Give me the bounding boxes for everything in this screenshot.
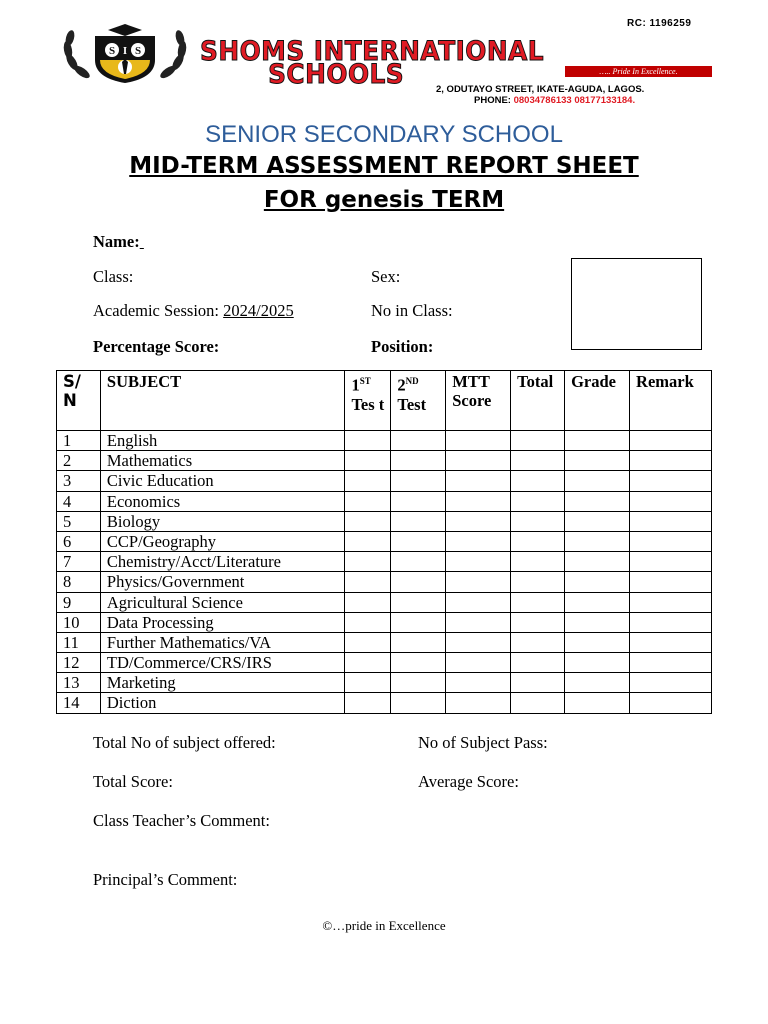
- cell-total: [511, 592, 565, 612]
- cell-sn: 10: [57, 612, 101, 632]
- cell-mtt-score: [446, 612, 511, 632]
- cell-second-test: [391, 693, 446, 713]
- header-first-test: 1ST Tes t: [345, 371, 391, 431]
- cell-remark: [630, 451, 712, 471]
- cell-mtt-score: [446, 673, 511, 693]
- cell-mtt-score: [446, 511, 511, 531]
- header-second-test: 2ND Test: [391, 371, 446, 431]
- cell-total: [511, 693, 565, 713]
- table-row: [57, 592, 712, 612]
- cell-grade: [565, 552, 630, 572]
- cell-sn: 11: [57, 632, 101, 652]
- cell-second-test: [391, 592, 446, 612]
- logo-letter-3: S: [134, 45, 142, 57]
- cell-total: [511, 531, 565, 551]
- cell-sn: 12: [57, 653, 101, 673]
- cell-grade: [565, 592, 630, 612]
- cell-sn: 3: [57, 471, 101, 491]
- cell-subject: TD/Commerce/CRS/IRS: [100, 653, 345, 673]
- session-value: 2024/2025: [223, 301, 294, 320]
- cell-sn: 5: [57, 511, 101, 531]
- table-row: [57, 552, 712, 572]
- cell-remark: [630, 673, 712, 693]
- cell-sn: 14: [57, 693, 101, 713]
- cell-grade: [565, 653, 630, 673]
- table-row: [57, 572, 712, 592]
- table-row: [57, 431, 712, 451]
- cell-mtt-score: [446, 471, 511, 491]
- school-logo: [60, 22, 190, 84]
- cell-total: [511, 552, 565, 572]
- cell-mtt-score: [446, 653, 511, 673]
- cell-second-test: [391, 632, 446, 652]
- term-title: FOR genesis TERM: [263, 187, 505, 213]
- cell-first-test: [345, 451, 391, 471]
- table-row: [57, 693, 712, 713]
- name-label: Name:: [93, 232, 140, 251]
- average-score-label: Average Score:: [418, 772, 519, 791]
- cell-mtt-score: [446, 552, 511, 572]
- cell-subject: Physics/Government: [100, 572, 345, 592]
- cell-subject: Agricultural Science: [100, 592, 345, 612]
- cell-second-test: [391, 572, 446, 592]
- cell-remark: [630, 653, 712, 673]
- cell-second-test: [391, 471, 446, 491]
- total-subjects-label: Total No of subject offered:: [93, 733, 276, 752]
- cell-first-test: [345, 653, 391, 673]
- cell-grade: [565, 632, 630, 652]
- header-grade: Grade: [565, 371, 630, 431]
- cell-mtt-score: [446, 572, 511, 592]
- cell-subject: Mathematics: [100, 451, 345, 471]
- footer-motto: ©…pride in Excellence: [322, 918, 446, 933]
- cell-total: [511, 632, 565, 652]
- cell-mtt-score: [446, 431, 511, 451]
- cell-total: [511, 451, 565, 471]
- table-row: [57, 531, 712, 551]
- header-mtt-score: MTT Score: [446, 371, 511, 431]
- school-name-line2: SCHOOLS: [268, 59, 405, 90]
- cell-remark: [630, 431, 712, 451]
- cell-mtt-score: [446, 693, 511, 713]
- cell-first-test: [345, 471, 391, 491]
- cell-grade: [565, 451, 630, 471]
- cell-sn: 13: [57, 673, 101, 693]
- header-sn: S/ N: [57, 371, 101, 431]
- subjects-table: [56, 370, 712, 714]
- cell-second-test: [391, 491, 446, 511]
- cell-remark: [630, 572, 712, 592]
- cell-sn: 6: [57, 531, 101, 551]
- logo-letter-2: I: [122, 45, 128, 57]
- phone-label: PHONE:: [474, 95, 511, 106]
- cell-mtt-score: [446, 491, 511, 511]
- cell-first-test: [345, 673, 391, 693]
- cell-second-test: [391, 673, 446, 693]
- table-row: [57, 612, 712, 632]
- report-title: MID-TERM ASSESSMENT REPORT SHEET: [129, 153, 639, 179]
- cell-remark: [630, 592, 712, 612]
- cell-mtt-score: [446, 531, 511, 551]
- no-in-class-label: No in Class:: [371, 301, 453, 320]
- section-heading: SENIOR SECONDARY SCHOOL: [205, 121, 563, 148]
- cell-mtt-score: [446, 632, 511, 652]
- cell-second-test: [391, 552, 446, 572]
- cell-grade: [565, 693, 630, 713]
- cell-first-test: [345, 612, 391, 632]
- cell-sn: 4: [57, 491, 101, 511]
- subject-pass-label: No of Subject Pass:: [418, 733, 548, 752]
- cell-grade: [565, 431, 630, 451]
- cell-mtt-score: [446, 592, 511, 612]
- cell-subject: CCP/Geography: [100, 531, 345, 551]
- cell-grade: [565, 531, 630, 551]
- table-row: [57, 632, 712, 652]
- logo-letter-1: S: [108, 45, 116, 57]
- cell-second-test: [391, 451, 446, 471]
- total-score-label: Total Score:: [93, 772, 173, 791]
- cell-subject: Further Mathematics/VA: [100, 632, 345, 652]
- header-total: Total: [511, 371, 565, 431]
- passport-photo-box: [571, 258, 702, 350]
- cell-sn: 8: [57, 572, 101, 592]
- table-row: [57, 653, 712, 673]
- phone-numbers: 08034786133 08177133184.: [513, 95, 636, 106]
- cell-total: [511, 572, 565, 592]
- cell-second-test: [391, 431, 446, 451]
- cell-grade: [565, 491, 630, 511]
- table-row: [57, 511, 712, 531]
- cell-second-test: [391, 612, 446, 632]
- table-row: [57, 451, 712, 471]
- cell-subject: Chemistry/Acct/Literature: [100, 552, 345, 572]
- cell-subject: Civic Education: [100, 471, 345, 491]
- cell-remark: [630, 632, 712, 652]
- table-row: [57, 673, 712, 693]
- cell-total: [511, 491, 565, 511]
- school-address: 2, ODUTAYO STREET, IKATE-AGUDA, LAGOS.: [436, 84, 645, 95]
- cell-subject: Biology: [100, 511, 345, 531]
- registration-number: RC: 1196259: [627, 18, 692, 29]
- cell-subject: English: [100, 431, 345, 451]
- session-field: [93, 301, 294, 321]
- cell-first-test: [345, 572, 391, 592]
- motto-banner: ….. Pride In Excellence.: [565, 66, 712, 77]
- cell-subject: Data Processing: [100, 612, 345, 632]
- header-subject: SUBJECT: [100, 371, 345, 431]
- sex-label: Sex:: [371, 267, 401, 286]
- cell-subject: Economics: [100, 491, 345, 511]
- cell-grade: [565, 511, 630, 531]
- cell-total: [511, 431, 565, 451]
- cell-total: [511, 511, 565, 531]
- school-phone: [474, 95, 635, 106]
- cell-remark: [630, 471, 712, 491]
- cell-first-test: [345, 491, 391, 511]
- cell-first-test: [345, 632, 391, 652]
- percentage-score-label: Percentage Score:: [93, 337, 220, 356]
- cell-sn: 2: [57, 451, 101, 471]
- cell-total: [511, 471, 565, 491]
- cell-grade: [565, 572, 630, 592]
- cell-second-test: [391, 511, 446, 531]
- cell-remark: [630, 612, 712, 632]
- cell-remark: [630, 552, 712, 572]
- cell-first-test: [345, 431, 391, 451]
- cell-grade: [565, 471, 630, 491]
- cell-sn: 1: [57, 431, 101, 451]
- cell-total: [511, 673, 565, 693]
- cell-first-test: [345, 531, 391, 551]
- cell-second-test: [391, 531, 446, 551]
- cell-total: [511, 612, 565, 632]
- cell-remark: [630, 491, 712, 511]
- principal-comment-label: Principal’s Comment:: [93, 870, 238, 889]
- cell-subject: Diction: [100, 693, 345, 713]
- cell-total: [511, 653, 565, 673]
- cell-first-test: [345, 693, 391, 713]
- cell-sn: 7: [57, 552, 101, 572]
- class-label: Class:: [93, 267, 134, 286]
- school-name-line1: SHOMS INTERNATIONAL: [200, 36, 545, 67]
- table-row: [57, 491, 712, 511]
- cell-remark: [630, 693, 712, 713]
- position-label: Position:: [371, 337, 434, 356]
- cell-grade: [565, 612, 630, 632]
- cell-subject: Marketing: [100, 673, 345, 693]
- header-remark: Remark: [630, 371, 712, 431]
- table-header-row: [57, 371, 712, 431]
- cell-remark: [630, 511, 712, 531]
- table-row: [57, 471, 712, 491]
- cell-remark: [630, 531, 712, 551]
- cell-sn: 9: [57, 592, 101, 612]
- cell-second-test: [391, 653, 446, 673]
- cell-grade: [565, 673, 630, 693]
- teacher-comment-label: Class Teacher’s Comment:: [93, 811, 270, 830]
- cell-first-test: [345, 511, 391, 531]
- session-label: Academic Session:: [93, 301, 220, 320]
- cell-mtt-score: [446, 451, 511, 471]
- cell-first-test: [345, 552, 391, 572]
- cell-first-test: [345, 592, 391, 612]
